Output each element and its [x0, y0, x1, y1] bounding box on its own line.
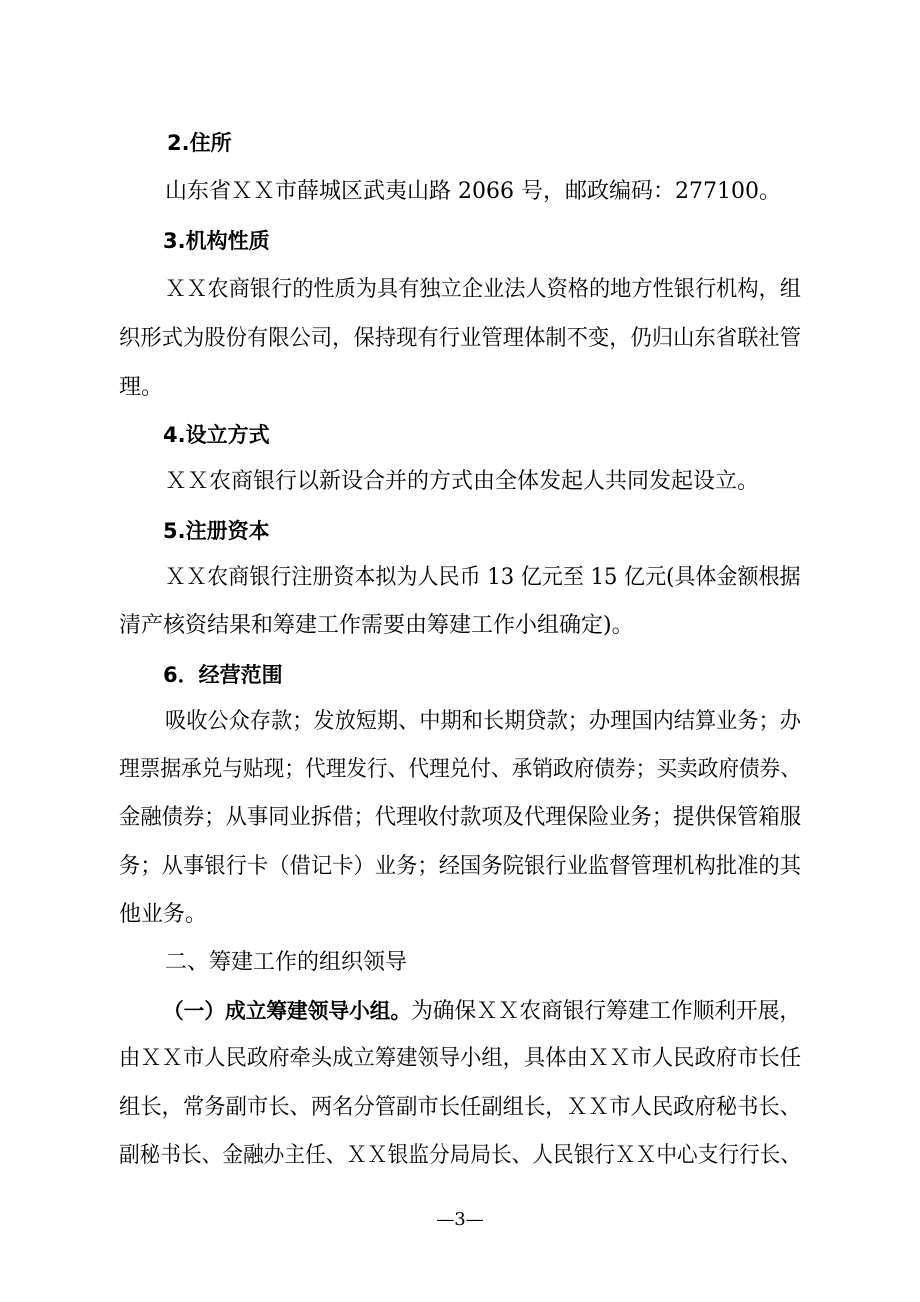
- paragraph-line: 吸收公众存款；发放短期、中期和长期贷款；办理国内结算业务；办: [165, 709, 801, 734]
- paragraph-line: 金融债券；从事同业拆借；代理收付款项及代理保险业务；提供保管箱服: [119, 805, 802, 830]
- paragraph-line: 务；从事银行卡（借记卡）业务；经国务院银行业监督管理机构批准的其: [119, 854, 802, 879]
- section-heading-nature: 3.机构性质: [163, 229, 270, 253]
- page-number: —3—: [436, 1209, 484, 1230]
- paragraph-line: ＸＸ农商银行的性质为具有独立企业法人资格的地方性银行机构，组: [165, 277, 801, 302]
- paragraph-line: 理。: [119, 375, 164, 400]
- part-title: 二、筹建工作的组织领导: [165, 950, 408, 975]
- section-heading-establishment: 4.设立方式: [163, 423, 270, 447]
- paragraph-line: 清产核资结果和筹建工作需要由筹建工作小组确定)。: [119, 613, 634, 638]
- paragraph-line: ＸＸ农商银行以新设合并的方式由全体发起人共同发起设立。: [165, 469, 760, 494]
- paragraph-lead: （一）成立筹建领导小组。: [163, 999, 412, 1023]
- paragraph-line: ＸＸ农商银行注册资本拟为人民币 13 亿元至 15 亿元(具体金额根据: [165, 565, 801, 590]
- paragraph-line: 副秘书长、金融办主任、ＸＸ银监分局局长、人民银行ＸＸ中心支行行长、: [119, 1143, 802, 1168]
- paragraph-line: 他业务。: [119, 902, 208, 927]
- section-heading-scope: 6．经营范围: [163, 663, 283, 687]
- paragraph-line: 织形式为股份有限公司，保持现有行业管理体制不变，仍归山东省联社管: [119, 326, 802, 351]
- paragraph-line: 山东省ＸＸ市薛城区武夷山路 2066 号，邮政编码：277100。: [165, 179, 781, 204]
- paragraph-line: 由ＸＸ市人民政府牵头成立筹建领导小组，具体由ＸＸ市人民政府市长任: [119, 1046, 802, 1071]
- paragraph-line: 理票据承兑与贴现；代理发行、代理兑付、承销政府债券；买卖政府债券、: [119, 757, 802, 782]
- paragraph-line: [163, 996, 801, 1027]
- paragraph-text: 为确保ＸＸ农商银行筹建工作顺利开展，: [411, 999, 802, 1024]
- section-heading-address: 2.住所: [167, 131, 232, 155]
- paragraph-line: 组长，常务副市长、两名分管副市长任副组长，ＸＸ市人民政府秘书长、: [119, 1095, 802, 1120]
- section-heading-capital: 5.注册资本: [163, 519, 270, 543]
